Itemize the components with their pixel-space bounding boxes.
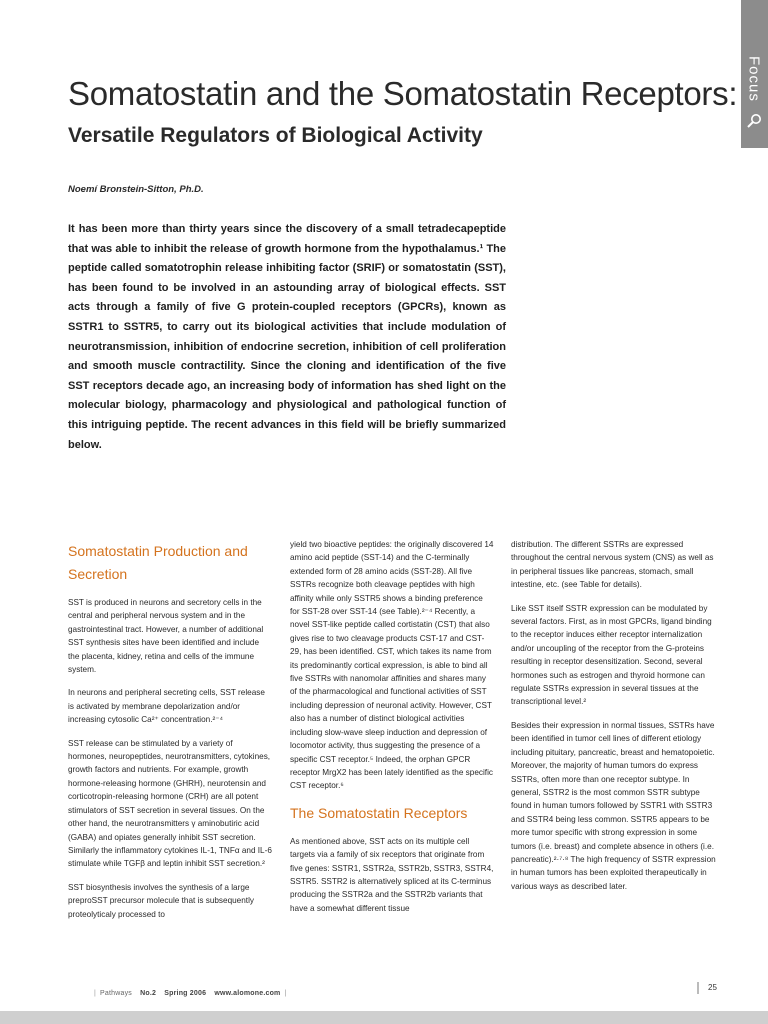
issue-number: No.2 [140, 990, 157, 997]
paragraph: Besides their expression in normal tissues, SSTRs have been identified in tumor cell lines of different etiology including pituitary, pancreatic, breast and hematopoietic. Moreover, the majority of human tumors do express SSTRs, often more than one receptor subtype. In general, SSTR2 is the most common SSTR subtype found in human tumors followed by SSTR1 with SSTR3 and SSTR4 being less common. SSTR5 appears to be more tumor specific with strong expression in some tumors (i.e. breast) and complete absence in others (i.e. pancreatic).²·⁷·⁸ The high frequency of SSTR expression in human tumors has been exploited therapeutically in various ways as described later. [511, 720, 716, 891]
column-2 [290, 538, 494, 925]
section-heading-receptors: The Somatostatin Receptors [290, 804, 468, 821]
column-1 [68, 540, 272, 931]
page-number: 25 [708, 983, 717, 992]
article-subtitle: Versatile Regulators of Biological Activity [68, 124, 483, 147]
abstract: It has been more than thirty years since the discovery of a small tetradecapeptide that was able to inhibit the release of growth hormone from the hypothalamus.¹ The peptide called somatotrophin release inhibiting factor (SRIF) or somatostatin (SST), has been found to be involved in an astounding array of biological effects. SST acts through a family of five G protein-coupled receptors (GPCRs), known as SSTR1 to SSTR5, to carry out its biological activities that include modulation of neurotransmission, inhibition of endocrine secretion, inhibition of cell proliferation and smooth muscle contractility. Since the cloning and identification of the five SST receptors decade ago, an increasing body of information has shed light on the molecular biology, pharmacology and physiological and pathological function of this intriguing peptide. The recent advances in this field will be briefly summarized below. [68, 223, 506, 451]
paragraph: In neurons and peripheral secreting cells, SST release is activated by membrane depolarization and/or increasing cytosolic Ca²⁺ concentration.²⁻⁴ [68, 688, 265, 725]
publication-name: Pathways [100, 990, 132, 997]
paragraph: SST release can be stimulated by a variety of hormones, neuropeptides, neurotransmitters, cytokines, growth factors and nutrients. For example, growth hormone-releasing hormone (GHRH), neurotensin and corticotropin-releasing hormone (CRH) are all potent stimulators of SST secretion in several tissues. On the other hand, the neurotransmitters γ aminobutiric acid (GABA) and opiates generally inhibit SST secretion. Similarly the inflammatory cytokines IL-1, TNFα and IL-6 stimulate while TGFβ and leptin inhibit SST secretion.² [68, 738, 272, 869]
section-heading-production: Somatostatin Production and Secretion [68, 543, 248, 582]
paragraph: As mentioned above, SST acts on its multiple cell targets via a family of six receptors that originate from five genes: SSTR1, SSTR2a, SSTR2b, SSTR3, SSTR4, SSTR5. SSTR2 is alternatively spliced at its C-terminus producing the SSTR2a and the SSTR2b variants that have a somewhat different tissue [290, 836, 494, 913]
issue-date: Spring 2006 [164, 990, 207, 997]
paragraph: SST biosynthesis involves the synthesis of a large preproSST precursor molecule that is subsequently proteolyticaly processed to [68, 882, 254, 919]
page-number-divider [697, 982, 699, 994]
paragraph: Like SST itself SSTR expression can be modulated by several factors. First, as in most GPCRs, ligand binding to the receptor induces either receptor internalization and/or uncoupling of the receptor from the G-proteins resulting in receptor desensitization. Second, several hormones such as estrogen and thyroid hormone can regulate SSTRs expression in several tissues at the transcriptional level.² [511, 603, 712, 707]
paragraph: yield two bioactive peptides: the originally discovered 14 amino acid peptide (SST-14) and the C-terminally extended form of 28 amino acids (SST-28). All five SSTRs recognize both cleavage peptides with high affinity while only SSTR5 shows a binding preference for SST-28 over SST-14 (see Table).²⁻⁴ Recently, a novel SST-like peptide called cortistatin (CST) that also gives rise to two cleavage products CST-17 and CST-29, has been identified. CST, which takes its name from its predominantly cortical expression, is able to bind all five SSTRs with nanomolar affinities and shares many of the pharmacological and functional activities of SST including depression of neuronal activity. However, CST also has a number of distinct biological activities including slow-wave sleep induction and depression of locomotor activity, thus suggesting the presence of a specific CST receptor.⁵ Indeed, the orphan GPCR receptor MrgX2 has been lately identified as the specific CST receptor.⁶ [290, 540, 494, 791]
paragraph: SST is produced in neurons and secretory cells in the central and peripheral nervous system and in the gastrointestinal tract. However, a number of additional SST synthesis sites have been identified and include the placenta, kidney, retina and cells of the immune system. [68, 598, 264, 675]
article-title: Somatostatin and the Somatostatin Receptors: [68, 75, 738, 112]
magnifier-icon [745, 112, 763, 130]
author-byline: Noemí Bronstein-Sitton, Ph.D. [68, 184, 204, 195]
footer-url: www.alomone.com [214, 990, 281, 997]
section-tab-label: Focus [745, 56, 763, 102]
page-footer: | Pathways No.2 Spring 2006 www.alomone.com | [94, 990, 287, 997]
column-3 [511, 538, 717, 903]
bottom-strip [0, 1011, 768, 1024]
paragraph: distribution. The different SSTRs are expressed throughout the central nervous system (CNS) as well as in peripheral tissues like pancreas, stomach, small intestine, etc. (see Table for details). [511, 540, 714, 590]
